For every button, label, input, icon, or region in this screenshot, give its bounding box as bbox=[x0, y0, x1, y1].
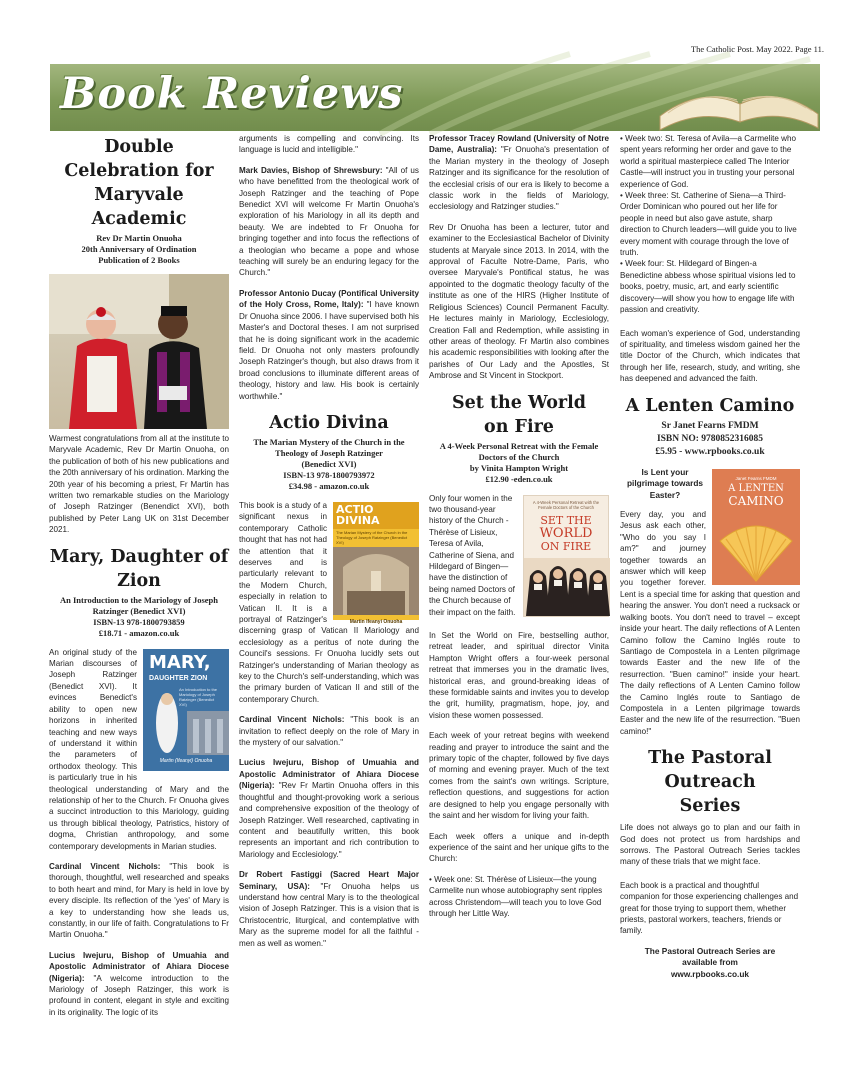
headline-a-lenten-camino: A Lenten Camino bbox=[625, 395, 795, 416]
ordination-photo bbox=[49, 274, 229, 429]
body-paragraph: Each week of your retreat begins with weekend reading and prayer to introduce the saint and the primary topic of the chapter, followed by five days of morning and evening prayer. Much of the text comes from the saint's own writings. Scripture, reflection questions, and suggestions for action are designed to help you engage personally with the saint and her wisdom for living your faith. bbox=[429, 731, 609, 821]
body-paragraph: An original study of the Marian discourses of Joseph Ratzinger (Benedict XVI). It evinces Benedict's ability to open new horizons in inherited teaching and new ways of understand it within the parameters of orthodox theology. This is particularly true in his theological understanding of Mary and the relationship of her to the Church. Fr Onuoha gives a succinct introduction to this Mariology, guiding us through biblical theology, Patristics, history of dogma, Christian anthropology, and some contemporary developments in Marian studies. bbox=[49, 647, 229, 851]
book-cover-title: MARY, bbox=[149, 651, 211, 673]
week-four-item: • Week four: St. Hildegard of Bingen-a Benedictine abbess whose spiritual visions led to books, poetry, music, art, and early scientific discovery—will show you how to engage life with passion and creativity. bbox=[620, 259, 796, 315]
scallop-shell-icon bbox=[712, 515, 800, 585]
reviewer-name: Dr Robert Fastiggi (Sacred Heart Major Seminary, USA): bbox=[239, 870, 419, 891]
body-paragraph: Rev Dr Onuoha has been a lecturer, tutor and examiner to the Ecclesiastical Bachelor of Divinity students at Maryale since 2013. In 2014, with the approval of Faculte Notre-Dame, Paris, who oversee Maryvale's Pontifical status, he was appointed to the dogmatic theology faculty of the institute as one of the HIRS (Higher Institute of Religious Sciences) Council Permanent Faculty. He lectures mainly in Mariology, Ecclesiology, Creation Fall and Redemption, while assisting in other areas of theology. Fr Martin also combines his academic responsibilities with looking after the parishes of Our Lady and the Apostles, St Ambrose and St Vincent in Stockport. bbox=[429, 222, 609, 381]
column-3 bbox=[429, 133, 609, 919]
subhead-line: Publication of 2 Books bbox=[98, 255, 180, 265]
book-cover-title-line: ON FIRE bbox=[540, 539, 592, 553]
availability-line: available from bbox=[682, 957, 738, 968]
body-paragraph: In Set the World on Fire, bestselling author, retreat leader, and spiritual director Vinita Hampton Wright offers a four-week personal retreat that immerses you in the dramatic lives, historical eras, and ground-breaking ideas of these formidable saints and invites you to develop the grit, humility, pragmatism, hope, joy, and vision these women possessed. bbox=[429, 631, 609, 720]
review-nichols bbox=[49, 861, 229, 941]
review-text: "Fr Onuoha helps us understand how central Mary is to the theological vision of Joseph Ratzinger. This is a vision that is Christocentric, liturgical, and contemplative with Mary as the supreme model for all the faithful - men as well as women." bbox=[239, 881, 419, 948]
book-cover-author: Janet Fearns FMDM bbox=[735, 475, 777, 481]
subhead-line: A 4-Week Personal Retreat with the Female Doctors of the Church bbox=[439, 440, 599, 462]
review-text: "This book is an invitation to reflect deeply on the role of Mary in the mystery of our salvation." bbox=[239, 715, 419, 748]
book-cover-author: Martin Ifeanyi Onuoha bbox=[349, 618, 403, 625]
subhead-line: £18.71 - amazon.co.uk bbox=[98, 627, 180, 638]
book-cover-a-lenten-camino bbox=[712, 469, 800, 585]
review-text: "All of us who have benefitted from the theological work of Joseph Ratzinger and the teaching of Pope Benedict XVI will welcome Fr Martin Onuoha's exploration of his Mariology in all its depth and beauty. We are indebted to Fr Onuoha for bringing together and into focus the reflections of a theologian who became a pope and whose teaching will surely be an enduring legacy for the Church." bbox=[239, 165, 419, 278]
book-cover-subtitle: DAUGHTER ZION bbox=[149, 674, 208, 682]
body-paragraph: Each book is a practical and thoughtful companion for those experiencing challenges and great for those trying to support them, whether priests, pastoral workers, teachers, friends or family. bbox=[620, 880, 799, 936]
reviewer-name: Lucius Iwejuru, Bishop of Umuahia and Apostolic Administrator of Ahiara Diocese (Nigeria): bbox=[49, 950, 229, 983]
review-text: "A welcome introduction to the Mariology of Joseph Ratzinger, this work is profound in content, elegant in style and exciting in its originality. The logic of its bbox=[49, 973, 229, 1017]
subhead-line: £5.95 - www.rpbooks.co.uk bbox=[655, 446, 765, 457]
body-paragraph: Life does not always go to plan and our faith in God does not protect us from hardships and sorrows. The Pastoral Outreach Series tackles many of these trials that we might face. bbox=[620, 823, 800, 867]
reviewer-name: Cardinal Vincent Nichols: bbox=[49, 861, 161, 871]
subhead-line: ISBN-13 978-1800793859 bbox=[93, 616, 185, 627]
review-iwejuru bbox=[49, 950, 229, 1018]
book-cover-title-line: WORLD bbox=[539, 525, 593, 541]
reviewer-name: Cardinal Vincent Nichols: bbox=[239, 715, 345, 725]
headline-double-celebration: Double Celebration for Maryvale Academic bbox=[64, 137, 214, 229]
body-paragraph: Only four women in the two thousand-year history of the Church - Thérèse of Lisieux, Teresa of Avila, Catherine of Siena, and Hildegard of Bingen—have the distinction of being named Doctors of the Church because of their impact on the faith. bbox=[429, 493, 516, 617]
week-two-item: • Week two: St. Teresa of Avila—a Carmelite who spent years reforming her order and gave to the world a spiritual masterpiece called The Interior Castle—will instruct you in trusting your personal experience of God. bbox=[620, 134, 797, 189]
subhead-line: (Benedict XVI) bbox=[301, 458, 357, 469]
subhead-line: ISBN-13 978-1800793972 bbox=[283, 469, 375, 480]
book-cover-title-line: CAMINO bbox=[728, 493, 784, 508]
headline-actio-divina: Actio Divina bbox=[269, 412, 389, 433]
body-paragraph: Every day, you and Jesus ask each other, "Who do you say I am?" and journey together towards an answer which will keep you together forever. Lent is a special time for asking that question and hearing the answer. You don't need a rucksack or walking boots. You don't need to travel – except inside your heart. The daily reflections of A Lenten Camino follow the Camino Inglés route to Santiago de Compostela in a Lenten pilgrimage towards Easter and the new life of the resurrection. "Buen camino!" inside your heart. The daily reflections of A Lenten Camino follow the Camino Inglés route to Santiago de Compostela in a Lenten pilgrimage towards Easter and the new life of the resurrection. "Buen camino!" bbox=[620, 510, 800, 736]
review-text: "This book is thorough, thoughtful, well researched and speaks to both heart and mind, for Mary is held in love by every disciple. Its reflection of the 'yes' of Mary is a key to understanding how she leads us, constantly, in our life of faith. Congratulations to Fr Martin Onuoha." bbox=[49, 861, 229, 940]
review-text: "Rev Fr Martin Onuoha offers in this thoughtful and thought-provoking work a serious and comprehensive exposition of the theology of Joseph Ratzinger. Well researched, captivating in content and beautifully written, this book represents an important and rich contribution to Mariology and Ecclesiology." bbox=[239, 781, 419, 859]
subhead-actio-divina bbox=[239, 437, 419, 492]
reviewer-name: Mark Davies, Bishop of Shrewsbury: bbox=[239, 165, 383, 175]
review-text: "I have known Dr Onuoha since 2006. I have supervised both his Master's and Doctoral theses. I am not surprised that he is doing significant work in the academic field. Dr Onuoha not only masters profoundly Joseph Ratzinger's though, but also draws from it broad conclusions to illuminate different areas of theology, history and law. His book is certainly worthwhile." bbox=[239, 300, 419, 401]
headline-the-pastoral-outreach-series: The Pastoral Outreach Series bbox=[648, 748, 772, 817]
subhead-mary bbox=[49, 595, 229, 639]
book-cover-title: ACTIO DIVINA bbox=[333, 502, 419, 529]
book-cover-blurb: An Introduction to the Mariology of Joseph Ratzinger (Benedict XVI) bbox=[179, 687, 218, 708]
subhead-line: Sr Janet Fearns FMDM bbox=[661, 420, 759, 431]
open-book-icon bbox=[660, 96, 818, 130]
week-one-item: • Week one: St. Thérèse of Lisieux—the young Carmelite nun whose autobiography sent ripples across Christendom—will teach you to love God through her Little Way. bbox=[429, 874, 603, 918]
availability-link[interactable]: www.rpbooks.co.uk bbox=[670, 968, 750, 979]
pullquote: Is Lent your pilgrimage towards Easter? bbox=[626, 466, 704, 500]
book-cover-mary bbox=[143, 649, 229, 771]
review-text: "Fr Onuoha's presentation of the Marian mystery in the theology of Joseph Ratzinger and its significance for the resolution of the ecclesial crisis of our era is likely to become a classic work in the fields of Mariology, ecclesiology and Ratzinger studies." bbox=[429, 145, 609, 212]
book-cover-set-the-world-on-fire bbox=[523, 495, 609, 617]
column-1 bbox=[49, 133, 229, 1018]
week-three-item: • Week three: St. Catherine of Siena—a Third-Order Dominican who poured out her life for people in need but also gave astute, sharp direction to Church leaders—will guide you to live every moment with courage through the love of truth. bbox=[620, 191, 797, 258]
reviewer-name: Professor Tracey Rowland (University of Notre Dame, Australia): bbox=[429, 134, 609, 155]
subhead-set-the-world bbox=[429, 441, 609, 485]
body-paragraph: Each week offers a unique and in-depth experience of the saint and her unique gifts to the Church: bbox=[429, 831, 609, 864]
body-paragraph: arguments is compelling and convincing. Its language is lucid and intelligible." bbox=[239, 134, 419, 155]
subhead-line: An Introduction to the Mariology of Joseph Ratzinger (Benedict XVI) bbox=[59, 594, 219, 616]
column-4 bbox=[620, 133, 800, 980]
body-paragraph: Each woman's experience of God, understanding of spirituality, and timeless wisdom gained her the title Doctor of the Church, which indicates that through her life, research, study, and writing, she has deepened and advanced the faith. bbox=[620, 328, 800, 384]
body-paragraph: Warmest congratulations from all at the institute to Maryvale Academic, Rev Dr Martin Onuoha, on the publication of both of his new publications and the 20th anniversary of his ordination. Marking the 20th year of his becoming a priest, Fr Martin has written two remarkable studies on the Mariology of Joseph Ratzinger (Benendict XVI), both published by Peter Lang UK on 31st December 2021. bbox=[49, 434, 229, 535]
book-cover-title-line: SET THE bbox=[540, 513, 592, 527]
masthead: The Catholic Post. May 2022. Page 11. bbox=[690, 44, 824, 54]
subhead-line: £34.98 - amazon.co.uk bbox=[288, 480, 370, 491]
subhead-line: £12.90 -eden.co.uk bbox=[485, 473, 553, 484]
review-rowland bbox=[429, 133, 609, 213]
subhead-double-celebration bbox=[49, 233, 229, 266]
subhead-line: ISBN NO: 9780852316085 bbox=[656, 433, 764, 444]
body-paragraph: This book is a study of a significant nexus in contemporary Catholic thought that has not had the attention that it deserves and is particularly relevant to the Modern Church, especially in relation to Vatican II. It is a portrayal of Ratzinger's discerning grasp of Vatican II Mariology and ecclesiology as a peritus of note during the Council's sessions. Fr Onuoha lucidly sets out Ratzinger's understanding of Marian theology as key to the Church's self-understanding, which was the primary burden of Vatican II and still of the contemporary Church. bbox=[239, 500, 419, 704]
headline-set-the-world-on-fire: Set the World on Fire bbox=[452, 392, 586, 437]
book-cover-title-line: A LENTEN bbox=[728, 482, 784, 494]
reviewer-name: Professor Antonio Ducay (Pontifical University of the Holy Cross, Rome, Italy): bbox=[239, 288, 419, 310]
subhead-lenten-camino bbox=[620, 420, 800, 459]
book-reviews-banner bbox=[50, 64, 820, 131]
review-ducay bbox=[239, 288, 419, 402]
reviewer-name: Lucius Iwejuru, Bishop of Umuahia and Apostolic Administrator of Ahiara Diocese (Nigeria): bbox=[239, 758, 419, 791]
review-iwejuru-2 bbox=[239, 757, 419, 860]
subhead-line: Rev Dr Martin Onuoha bbox=[96, 233, 182, 243]
book-cover-author: Martin (Ifeanyi) Onuoha bbox=[159, 758, 213, 765]
book-cover-actio-divina bbox=[333, 502, 419, 625]
subhead-line: The Marian Mystery of the Church in the Theology of Joseph Ratzinger bbox=[253, 436, 405, 458]
availability-line: The Pastoral Outreach Series are bbox=[644, 945, 776, 956]
banner-title: Book Reviews bbox=[60, 69, 404, 119]
subhead-line: 20th Anniversary of Ordination bbox=[81, 244, 197, 254]
headline-mary-daughter-of-zion: Mary, Daughter of Zion bbox=[49, 546, 229, 591]
book-cover-subtitle: The Marian Mystery of the Church in the Theology of Joseph Ratzinger (Benedict XVI) bbox=[336, 529, 408, 545]
review-nichols-2 bbox=[239, 714, 419, 748]
review-fastiggi bbox=[239, 869, 419, 949]
availability-note bbox=[620, 946, 800, 980]
book-cover-kicker: A 4-Week Personal Retreat with the Female Doctors of the Church bbox=[532, 499, 600, 510]
subhead-line: by Vinita Hampton Wright bbox=[469, 462, 569, 473]
review-davies bbox=[239, 165, 419, 279]
column-2 bbox=[239, 133, 419, 949]
